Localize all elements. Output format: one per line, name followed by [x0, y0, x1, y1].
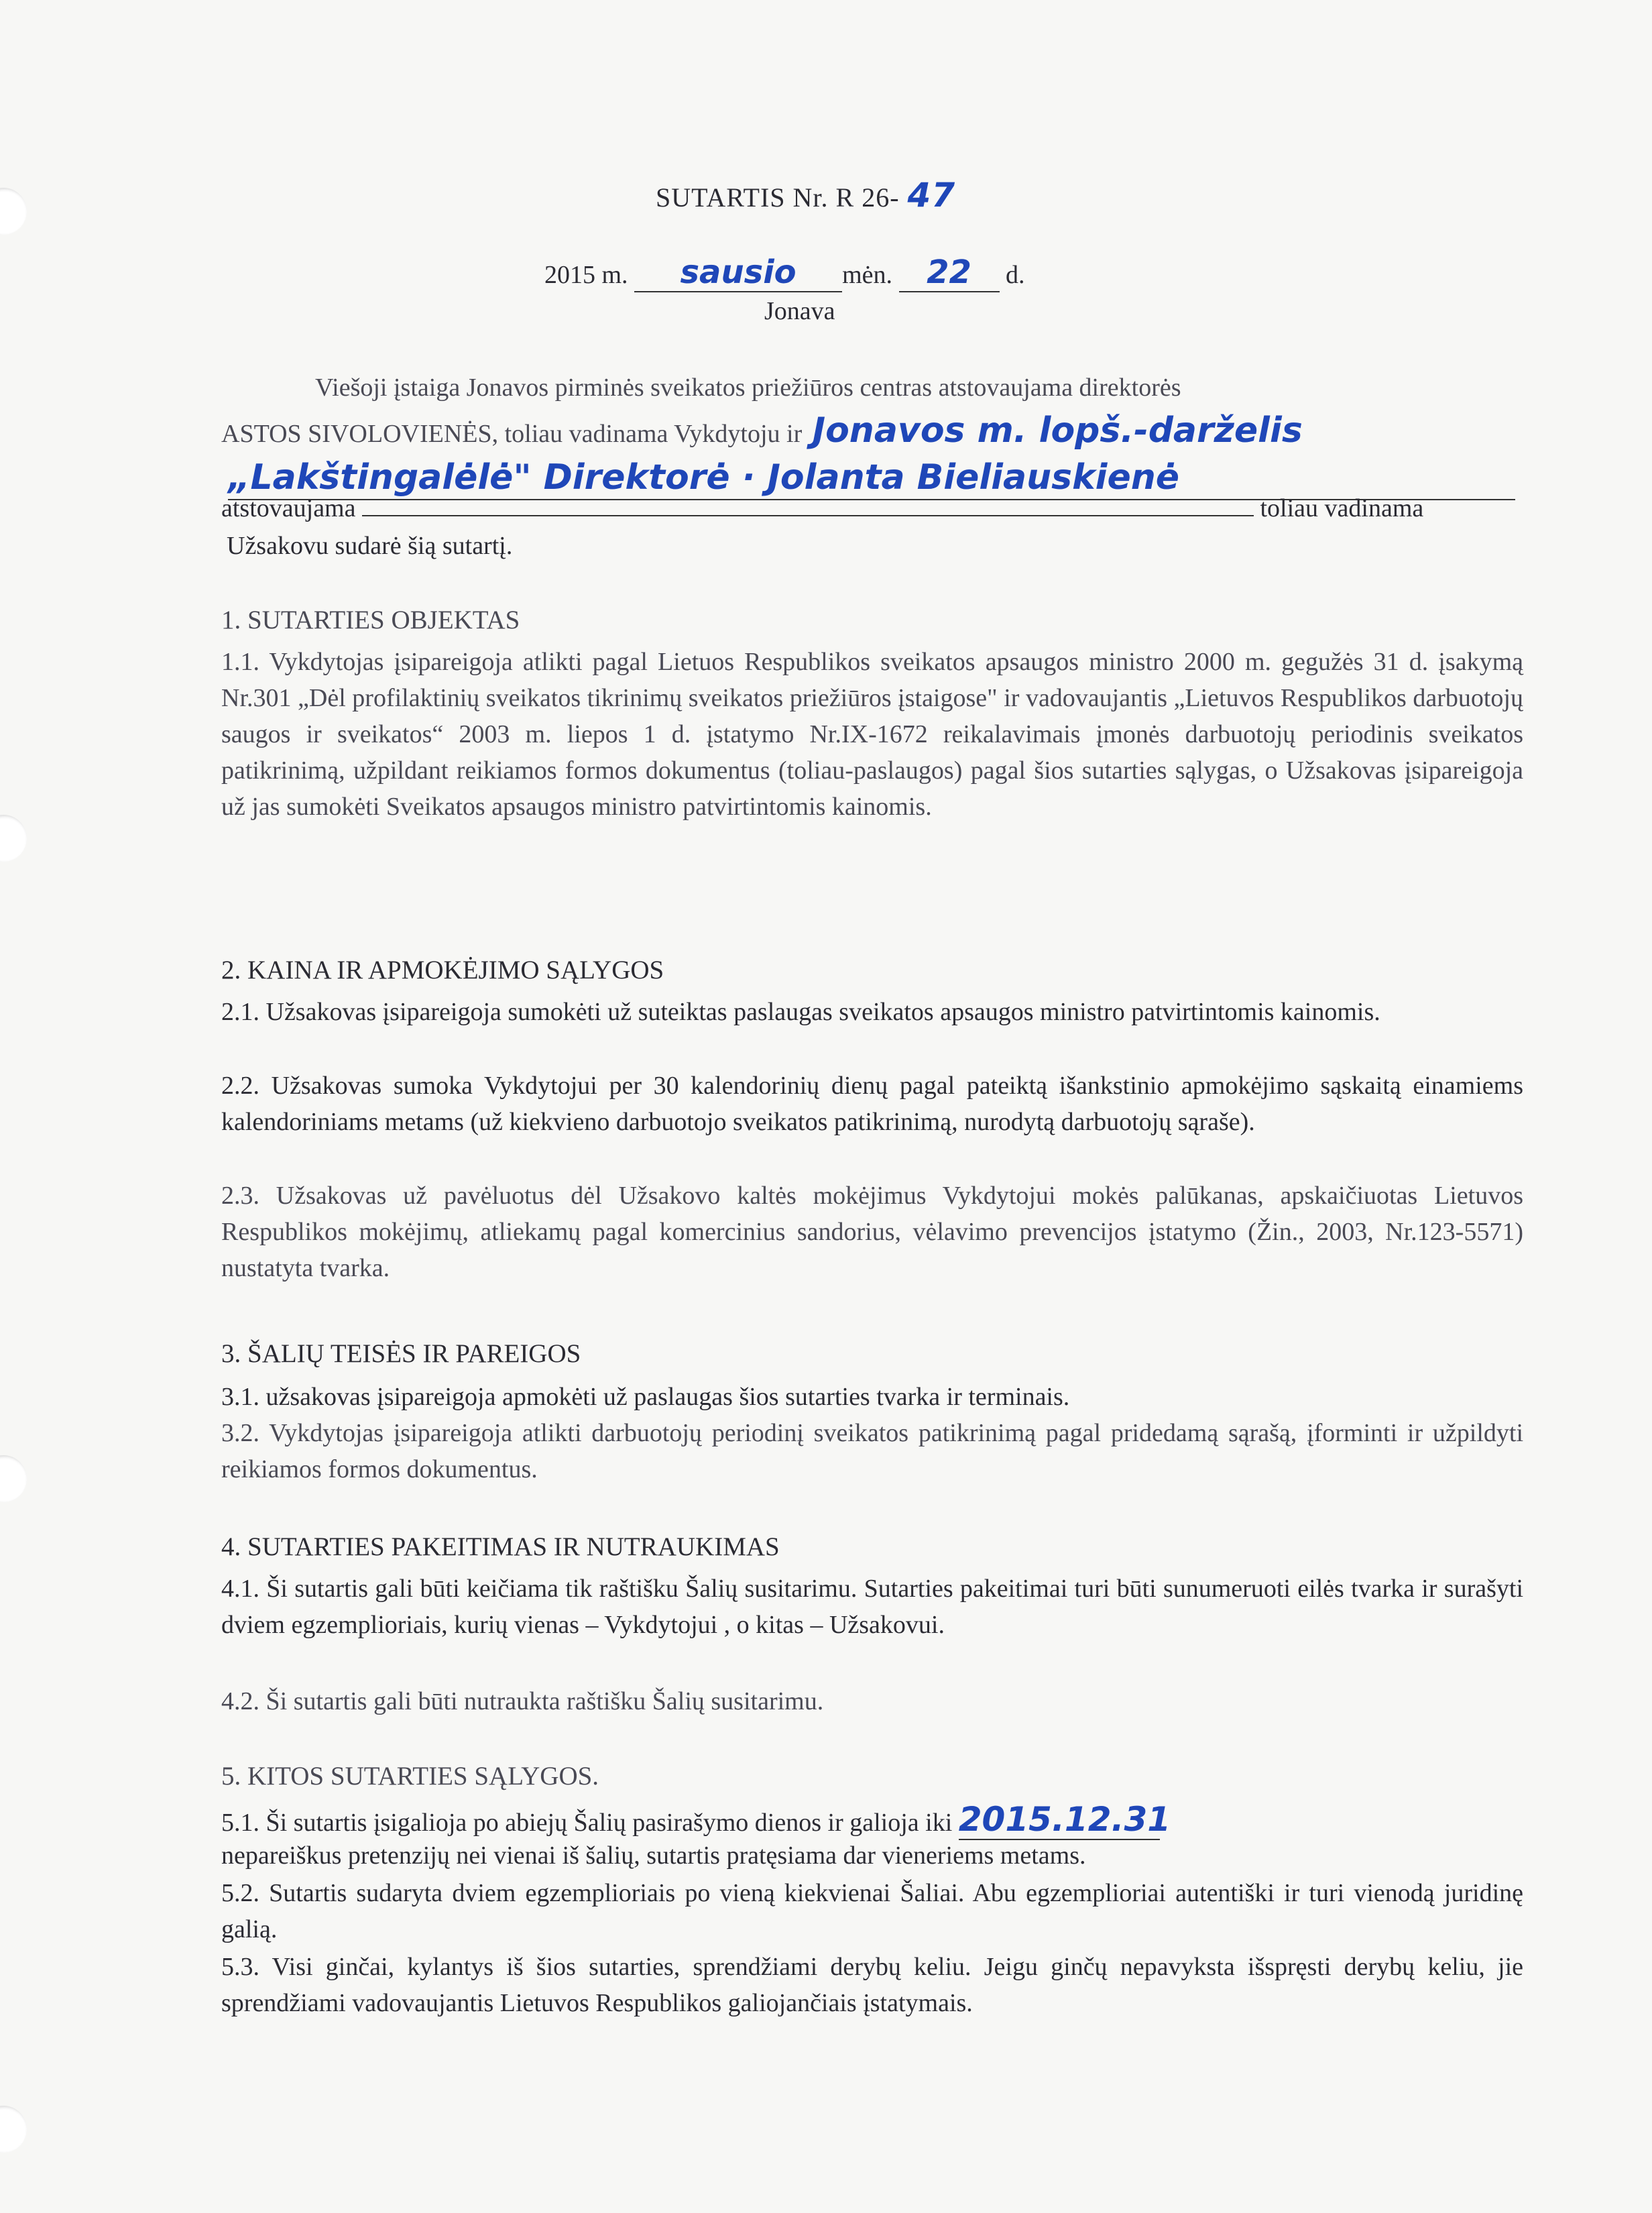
section-5-3: 5.3. Visi ginčai, kylantys iš šios sutarties, sprendžiami derybų keliu. Jeigu ginčų nepavyksta išspręsti derybų keliu, jie sprendžiami vadovaujantis Lietuvos Respublikos galiojančiais įstatymais. — [221, 1953, 1523, 2017]
section-5-1-cont: nepareiškus pretenzijų nei vienai iš šalių, sutartis pratęsiama dar vieneriems metams. — [221, 1841, 1086, 1870]
section-5-heading: 5. KITOS SUTARTIES SĄLYGOS. — [221, 1762, 599, 1791]
contract-title — [656, 176, 955, 215]
punch-hole-middle-upper — [0, 815, 27, 862]
date-day: 22 — [899, 253, 1000, 292]
punch-hole-top — [0, 188, 27, 235]
punch-hole-bottom — [0, 2106, 27, 2153]
intro-line-2-printed: ASTOS SIVOLOVIENĖS, toliau vadinama Vykdytoju ir — [221, 420, 803, 448]
section-4-heading: 4. SUTARTIES PAKEITIMAS IR NUTRAUKIMAS — [221, 1532, 780, 1561]
intro-line-1: Viešoji įstaiga Jonavos pirminės sveikatos priežiūros centras atstovaujama direktorės — [315, 374, 1181, 402]
date-day-label: d. — [1006, 261, 1025, 289]
intro-line-5: Užsakovu sudarė šią sutartį. — [227, 532, 513, 560]
section-2-2: 2.2. Užsakovas sumoka Vykdytojui per 30 kalendorinių dienų pagal pateiktą išankstinio apmokėjimo sąskaitą einamiems kalendoriniams metams (už kiekvieno darbuotojo sveikatos patikrinimą, nurodytą darbuotojų sąraše). — [221, 1072, 1523, 1136]
section-2-1: 2.1. Užsakovas įsipareigoja sumokėti už suteiktas paslaugas sveikatos apsaugos ministro patvirtintomis kainomis. — [221, 998, 1380, 1026]
date-month-label: mėn. — [842, 261, 892, 289]
intro-line-4-left: atstovaujama — [221, 494, 356, 522]
intro-line-2 — [221, 410, 1303, 451]
section-5-1-date: 2015.12.31 — [958, 1800, 1171, 1839]
section-4-1: 4.1. Ši sutartis gali būti keičiama tik raštišku Šalių susitarimu. Sutarties pakeitimai turi būti sunumeruoti eilės tvarka ir surašyti dviem egzemplioriais, kurių vienas – Vykdytojui , o kitas – Užsakovui. — [221, 1575, 1523, 1639]
title-printed: SUTARTIS Nr. R 26- — [656, 182, 900, 213]
section-5-1-line — [221, 1800, 1171, 1840]
date-line — [544, 253, 1025, 292]
section-1-heading: 1. SUTARTIES OBJEKTAS — [221, 606, 520, 634]
title-handwritten-number: 47 — [907, 176, 956, 215]
section-5-1-printed: 5.1. Ši sutartis įsigalioja po abiejų Šalių pasirašymo dienos ir galioja iki — [221, 1809, 953, 1837]
date-month: sausio — [634, 253, 842, 292]
section-4-2: 4.2. Ši sutartis gali būti nutraukta raštišku Šalių susitarimu. — [221, 1687, 824, 1715]
intro-line-3-handwritten: „Lakštingalėlė" Direktorė · Jolanta Bieliauskienė — [228, 457, 1515, 500]
section-3-2: 3.2. Vykdytojas įsipareigoja atlikti darbuotojų periodinį sveikatos patikrinimą pagal pridedamą sąrašą, įforminti ir užpildyti reikiamos formos dokumentus. — [221, 1419, 1523, 1483]
city: Jonava — [764, 297, 835, 325]
intro-line-4 — [221, 494, 1488, 523]
section-5-2: 5.2. Sutartis sudaryta dviem egzemplioriais po vieną kiekvienai Šaliai. Abu egzemplioriai autentiški ir turi vienodą juridinę galią. — [221, 1879, 1523, 1943]
section-2-heading: 2. KAINA IR APMOKĖJIMO SĄLYGOS — [221, 956, 664, 984]
punch-hole-middle-lower — [0, 1455, 27, 1502]
section-1-1: 1.1. Vykdytojas įsipareigoja atlikti pagal Lietuos Respublikos sveikatos apsaugos ministro 2000 m. gegužės 31 d. įsakymą Nr.301 „Dėl profilaktinių sveikatos tikrinimų sveikatos priežiūros įstaigose" ir vadovaujantis „Lietuvos Respublikos darbuotojų saugos ir sveikatos“ 2003 m. liepos 1 d. įstatymo Nr.IX-1672 reikalavimais įmonės darbuotojų periodinis sveikatos patikrinimą, užpildant reikiamos formos dokumentus (toliau-paslaugos) pagal šios sutarties sąlygas, o Užsakovas įsipareigoja už jas sumokėti Sveikatos apsaugos ministro patvirtintomis kainomis. — [221, 648, 1523, 821]
section-3-1: 3.1. užsakovas įsipareigoja apmokėti už paslaugas šios sutarties tvarka ir terminais. — [221, 1383, 1070, 1411]
intro-line-4-right: toliau vadinama — [1260, 494, 1424, 522]
intro-line-2-handwritten: Jonavos m. lopš.-darželis — [812, 410, 1303, 451]
section-2-3: 2.3. Užsakovas už pavėluotus dėl Užsakovo kaltės mokėjimus Vykdytojui mokės palūkanas, apskaičiuotas Lietuvos Respublikos mokėjimų, atliekamų pagal komercinius sandorius, vėlavimo prevencijos įstatymo (Žin., 2003, Nr.123-5571) nustatyta tvarka. — [221, 1182, 1523, 1282]
section-3-heading: 3. ŠALIŲ TEISĖS IR PAREIGOS — [221, 1339, 581, 1368]
intro-line-4-blank — [362, 495, 1254, 516]
date-year: 2015 m. — [544, 261, 628, 289]
